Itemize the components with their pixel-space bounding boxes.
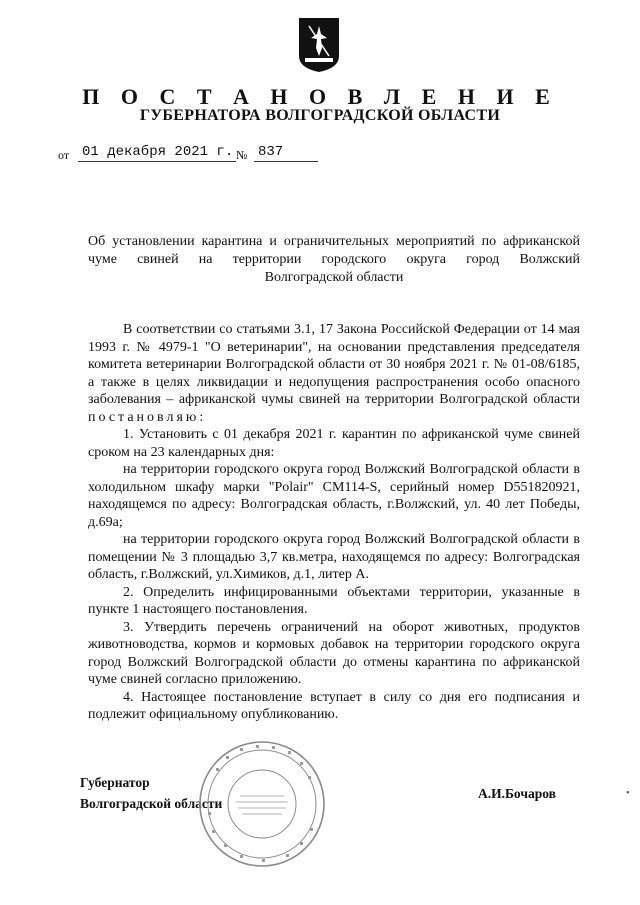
subject-line: Волгоградской области (264, 270, 404, 285)
subject-line: Об установлении карантина и ограничительных мероприятий по африканской (88, 234, 580, 249)
decree-date: 01 декабря 2021 г. (82, 144, 234, 160)
document-subtitle: ГУБЕРНАТОРА ВОЛГОГРАДСКОЙ ОБЛАСТИ (139, 107, 501, 124)
body-paragraph: на территории городского округа город Волжский Волгоградской области в холодильном шкафу марки "Polair" CM114-S, серийный номер D551820921, находящемся по адресу: Волгоградская область, г.Волжский, ул. 40 лет Победы, д.69а; (88, 462, 580, 530)
document-title: П О С Т А Н О В Л Е Н И Е (82, 84, 558, 109)
body-paragraph: 3. Утвердить перечень ограничений на оборот животных, продуктов животноводства, кормов и кормовых добавок на территории городского округа город Волжский Волгоградской области до отмены карантина по африканской чуме свиней согласно приложению. (88, 619, 580, 687)
body-paragraph: на территории городского округа город Волжский Волгоградской области в помещении № 3 площадью 3,7 кв.метра, находящемся по адресу: Волгоградская область, г.Волжский, ул.Химиков, д.1, литер А. (88, 532, 580, 582)
decree-subject (88, 233, 580, 287)
decree-date-number-line (58, 142, 328, 164)
decree-number: 837 (258, 144, 284, 160)
date-underline (78, 161, 236, 162)
body-paragraph: 2. Определить инфицированными объектами территории, указанные в пункте 1 настоящего постановления. (88, 584, 580, 617)
decree-body (88, 321, 580, 724)
signatory-position: Губернатор Волгоградской области (80, 775, 223, 811)
number-underline (254, 161, 318, 162)
subject-line: чуме свиней на территории городского округа город Волжский (88, 252, 580, 267)
signatory-name: А.И.Бочаров (478, 786, 556, 801)
date-prefix: от (58, 148, 70, 162)
body-paragraph: 4. Настоящее постановление вступает в силу со дня его подписания и подлежит официальному опубликованию. (88, 689, 580, 722)
coat-of-arms-icon (297, 16, 341, 74)
resolution-word: постановляю: (88, 409, 207, 425)
number-prefix: № (236, 148, 248, 162)
body-paragraph: В соответствии со статьями 3.1, 17 Закона Российской Федерации от 14 мая 1993 г. № 4979-1 "О ветеринарии", на основании представления председателя комитета ветеринарии Волгоградской области от 30 ноября 2021 г. № 01-08/6185, а также в целях ликвидации и недопущения распространения особо опасного заболевания – африканской чумы свиней на территории Волгоградской области постановляю: (88, 322, 580, 425)
margin-mark: • (626, 788, 630, 799)
body-paragraph: 1. Установить с 01 декабря 2021 г. карантин по африканской чуме свиней сроком на 23 календарных дня: (88, 427, 580, 460)
official-stamp-icon (196, 738, 328, 870)
